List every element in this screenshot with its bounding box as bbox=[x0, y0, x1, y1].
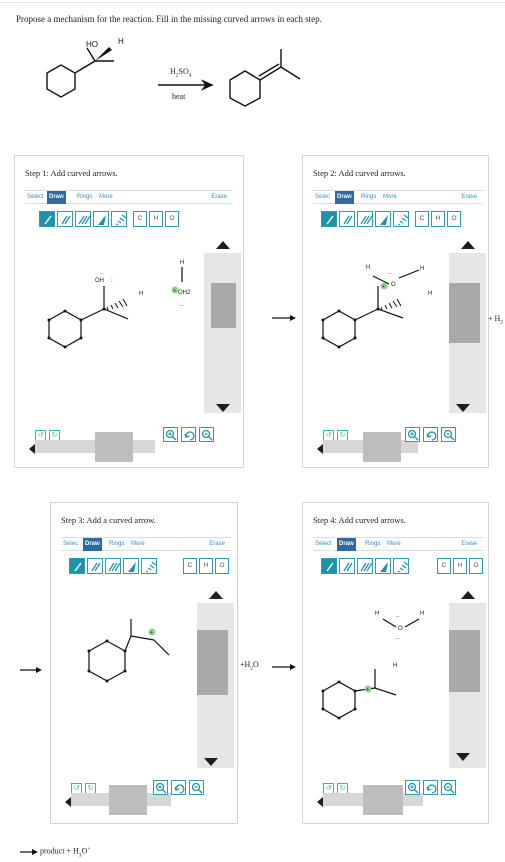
hash-bond-tool[interactable] bbox=[141, 558, 157, 574]
svg-text:..: .. bbox=[396, 635, 400, 641]
h-top-label: H bbox=[180, 260, 185, 266]
carbon-atom-button[interactable]: C bbox=[437, 558, 451, 574]
carbon-atom-button[interactable]: C bbox=[183, 558, 197, 574]
h-right-label: H bbox=[420, 611, 425, 617]
triple-bond-tool[interactable] bbox=[357, 558, 373, 574]
zoom-in-icon[interactable] bbox=[153, 780, 168, 795]
tab-select[interactable]: Selec bbox=[63, 541, 79, 547]
hash-bond-tool[interactable] bbox=[393, 211, 409, 227]
zoom-in-icon[interactable] bbox=[405, 427, 420, 442]
horizontal-scroll-thumb[interactable] bbox=[363, 785, 403, 815]
hydrogen-atom-button[interactable]: H bbox=[453, 558, 467, 574]
hash-bond-tool[interactable] bbox=[111, 211, 127, 227]
tab-draw[interactable]: Draw bbox=[83, 538, 102, 551]
step1-bottom-bar bbox=[15, 426, 245, 460]
tab-more[interactable]: More bbox=[131, 541, 145, 547]
tab-rings[interactable]: Rings bbox=[77, 194, 93, 200]
wedge-bond-tool[interactable] bbox=[375, 558, 391, 574]
step1-title: Step 1: Add curved arrows. bbox=[25, 168, 118, 178]
reactant-h-label: H bbox=[118, 37, 124, 46]
h-left-label: H bbox=[375, 611, 380, 617]
horizontal-scroll-thumb[interactable] bbox=[363, 432, 401, 462]
condition-label: heat bbox=[172, 92, 186, 101]
question-prompt: Propose a mechanism for the reaction. Fill in the missing curved arrows in each step. bbox=[16, 14, 322, 24]
redo-icon[interactable]: ↻ bbox=[337, 430, 348, 441]
erase-button[interactable]: Erase bbox=[461, 541, 477, 547]
step4-tab-bar bbox=[313, 537, 483, 551]
tab-more[interactable]: More bbox=[383, 194, 397, 200]
double-bond-tool[interactable] bbox=[57, 211, 73, 227]
step2-drawing-canvas[interactable] bbox=[303, 234, 443, 394]
svg-text:+: + bbox=[173, 288, 176, 294]
oh-label: OH bbox=[95, 278, 104, 284]
step3-panel bbox=[50, 502, 238, 824]
wedge-bond-tool[interactable] bbox=[375, 211, 391, 227]
h-chain-label: H bbox=[393, 663, 398, 669]
single-bond-tool[interactable] bbox=[321, 558, 337, 574]
single-bond-tool[interactable] bbox=[69, 558, 85, 574]
step3-to-step4-arrow bbox=[270, 661, 300, 673]
hydrogen-atom-button[interactable]: H bbox=[199, 558, 213, 574]
vertical-scroll-thumb[interactable] bbox=[211, 283, 236, 328]
vertical-scroll-thumb[interactable] bbox=[197, 630, 228, 695]
svg-text:..: .. bbox=[100, 270, 104, 276]
svg-text:..: .. bbox=[180, 302, 184, 308]
zoom-out-icon[interactable] bbox=[199, 427, 214, 442]
undo-icon[interactable]: ↺ bbox=[323, 430, 334, 441]
scroll-down-arrow[interactable] bbox=[216, 404, 230, 412]
step2-panel bbox=[302, 155, 489, 468]
svg-text:+: + bbox=[150, 630, 153, 636]
step4-bottom-bar bbox=[303, 779, 490, 813]
reset-zoom-icon[interactable] bbox=[423, 780, 438, 795]
reset-zoom-icon[interactable] bbox=[171, 780, 186, 795]
o-label: O bbox=[391, 282, 396, 288]
scroll-up-arrow[interactable] bbox=[209, 591, 223, 599]
reset-zoom-icon[interactable] bbox=[423, 427, 438, 442]
step2-tab-bar bbox=[313, 190, 483, 204]
step1-tab-bar bbox=[25, 190, 233, 204]
zoom-in-icon[interactable] bbox=[163, 427, 178, 442]
tab-select[interactable]: Selec bbox=[315, 194, 331, 200]
step4-title: Step 4: Add curved arrows. bbox=[313, 515, 406, 525]
triple-bond-tool[interactable] bbox=[105, 558, 121, 574]
tab-draw[interactable]: Draw bbox=[335, 191, 354, 204]
h-left-label: H bbox=[366, 265, 371, 271]
svg-text:+: + bbox=[382, 284, 385, 290]
reagent-label: $H_2SO_4$ bbox=[170, 67, 192, 79]
single-bond-tool[interactable] bbox=[321, 211, 337, 227]
step4-panel bbox=[302, 502, 489, 824]
zoom-out-icon[interactable] bbox=[441, 780, 456, 795]
h-chain-label: H bbox=[428, 291, 433, 297]
tab-rings[interactable]: Rings bbox=[365, 541, 381, 547]
tab-rings[interactable]: Rings bbox=[109, 541, 125, 547]
tab-more[interactable]: More bbox=[99, 194, 113, 200]
scroll-down-arrow[interactable] bbox=[204, 758, 218, 766]
tab-rings[interactable]: Rings bbox=[361, 194, 377, 200]
oxygen-atom-button[interactable]: O bbox=[215, 558, 229, 574]
double-bond-tool[interactable] bbox=[339, 558, 355, 574]
step4-drawing-canvas[interactable] bbox=[303, 581, 443, 751]
triple-bond-tool[interactable] bbox=[75, 211, 91, 227]
tab-more[interactable]: More bbox=[387, 541, 401, 547]
hydrogen-atom-button[interactable]: H bbox=[431, 211, 445, 227]
plus-h2-label: + $H_2$ bbox=[488, 314, 504, 326]
wedge-bond-tool[interactable] bbox=[93, 211, 109, 227]
h-label: H bbox=[139, 291, 144, 297]
svg-text:..: .. bbox=[396, 613, 400, 619]
double-bond-tool[interactable] bbox=[339, 211, 355, 227]
h-right-label: H bbox=[420, 266, 425, 272]
horizontal-scroll-thumb[interactable] bbox=[109, 785, 147, 815]
redo-icon[interactable]: ↻ bbox=[337, 783, 348, 794]
step2-bottom-bar bbox=[303, 426, 490, 460]
step3-drawing-canvas[interactable] bbox=[51, 581, 191, 751]
final-product-label: product + $H_3O^+$ bbox=[40, 846, 91, 859]
undo-icon[interactable]: ↺ bbox=[71, 783, 82, 794]
o-label: O bbox=[398, 626, 403, 632]
reset-zoom-icon[interactable] bbox=[181, 427, 196, 442]
horizontal-scroll-thumb[interactable] bbox=[95, 432, 133, 462]
carbon-atom-button[interactable]: C bbox=[133, 211, 147, 227]
svg-text:..: .. bbox=[388, 270, 392, 276]
step1-panel bbox=[14, 155, 244, 468]
vertical-scroll-track[interactable] bbox=[204, 253, 241, 413]
carbon-atom-button[interactable]: C bbox=[415, 211, 429, 227]
single-bond-tool[interactable] bbox=[39, 211, 55, 227]
scroll-down-arrow[interactable] bbox=[456, 753, 470, 761]
step3-bottom-bar bbox=[51, 779, 239, 813]
oxygen-atom-button[interactable]: O bbox=[165, 211, 179, 227]
double-bond-tool[interactable] bbox=[87, 558, 103, 574]
zoom-in-icon[interactable] bbox=[405, 780, 420, 795]
scroll-up-arrow[interactable] bbox=[461, 591, 475, 599]
erase-button[interactable]: Erase bbox=[461, 194, 477, 200]
tab-select[interactable]: Select bbox=[27, 194, 44, 200]
zoom-out-icon[interactable] bbox=[189, 780, 204, 795]
tab-select[interactable]: Select bbox=[315, 541, 332, 547]
step3-title: Step 3: Add a curved arrow. bbox=[61, 515, 156, 525]
vertical-scroll-thumb[interactable] bbox=[449, 630, 480, 692]
scroll-down-arrow[interactable] bbox=[456, 404, 470, 412]
tab-draw[interactable]: Draw bbox=[47, 191, 66, 204]
step2-title: Step 2: Add curved arrows. bbox=[313, 168, 406, 178]
oxygen-atom-button[interactable]: O bbox=[447, 211, 461, 227]
step3-tab-bar bbox=[61, 537, 231, 551]
wedge-bond-tool[interactable] bbox=[123, 558, 139, 574]
oxygen-atom-button[interactable]: O bbox=[469, 558, 483, 574]
triple-bond-tool[interactable] bbox=[357, 211, 373, 227]
undo-icon[interactable]: ↺ bbox=[35, 430, 46, 441]
svg-text::: : bbox=[111, 278, 113, 284]
scroll-up-arrow[interactable] bbox=[216, 241, 230, 249]
redo-icon[interactable]: ↻ bbox=[49, 430, 60, 441]
tab-draw[interactable]: Draw bbox=[337, 538, 356, 551]
step1-drawing-canvas[interactable] bbox=[15, 234, 200, 394]
vertical-scroll-thumb[interactable] bbox=[449, 283, 480, 343]
redo-icon[interactable]: ↻ bbox=[85, 783, 96, 794]
erase-button[interactable]: Erase bbox=[211, 194, 227, 200]
reactant-ho-label: HO bbox=[86, 40, 98, 49]
into-step3-arrow bbox=[18, 664, 48, 676]
step1-to-step2-arrow bbox=[270, 312, 300, 324]
hash-bond-tool[interactable] bbox=[393, 558, 409, 574]
hydrogen-atom-button[interactable]: H bbox=[149, 211, 163, 227]
oh2-label: OH2 bbox=[178, 290, 191, 296]
plus-h2o-label: $+H_2O$ bbox=[240, 660, 259, 672]
undo-icon[interactable]: ↺ bbox=[323, 783, 334, 794]
svg-text:+: + bbox=[366, 687, 369, 693]
zoom-out-icon[interactable] bbox=[441, 427, 456, 442]
scroll-up-arrow[interactable] bbox=[461, 241, 475, 249]
erase-button[interactable]: Erase bbox=[209, 541, 225, 547]
overall-reaction bbox=[0, 0, 505, 130]
